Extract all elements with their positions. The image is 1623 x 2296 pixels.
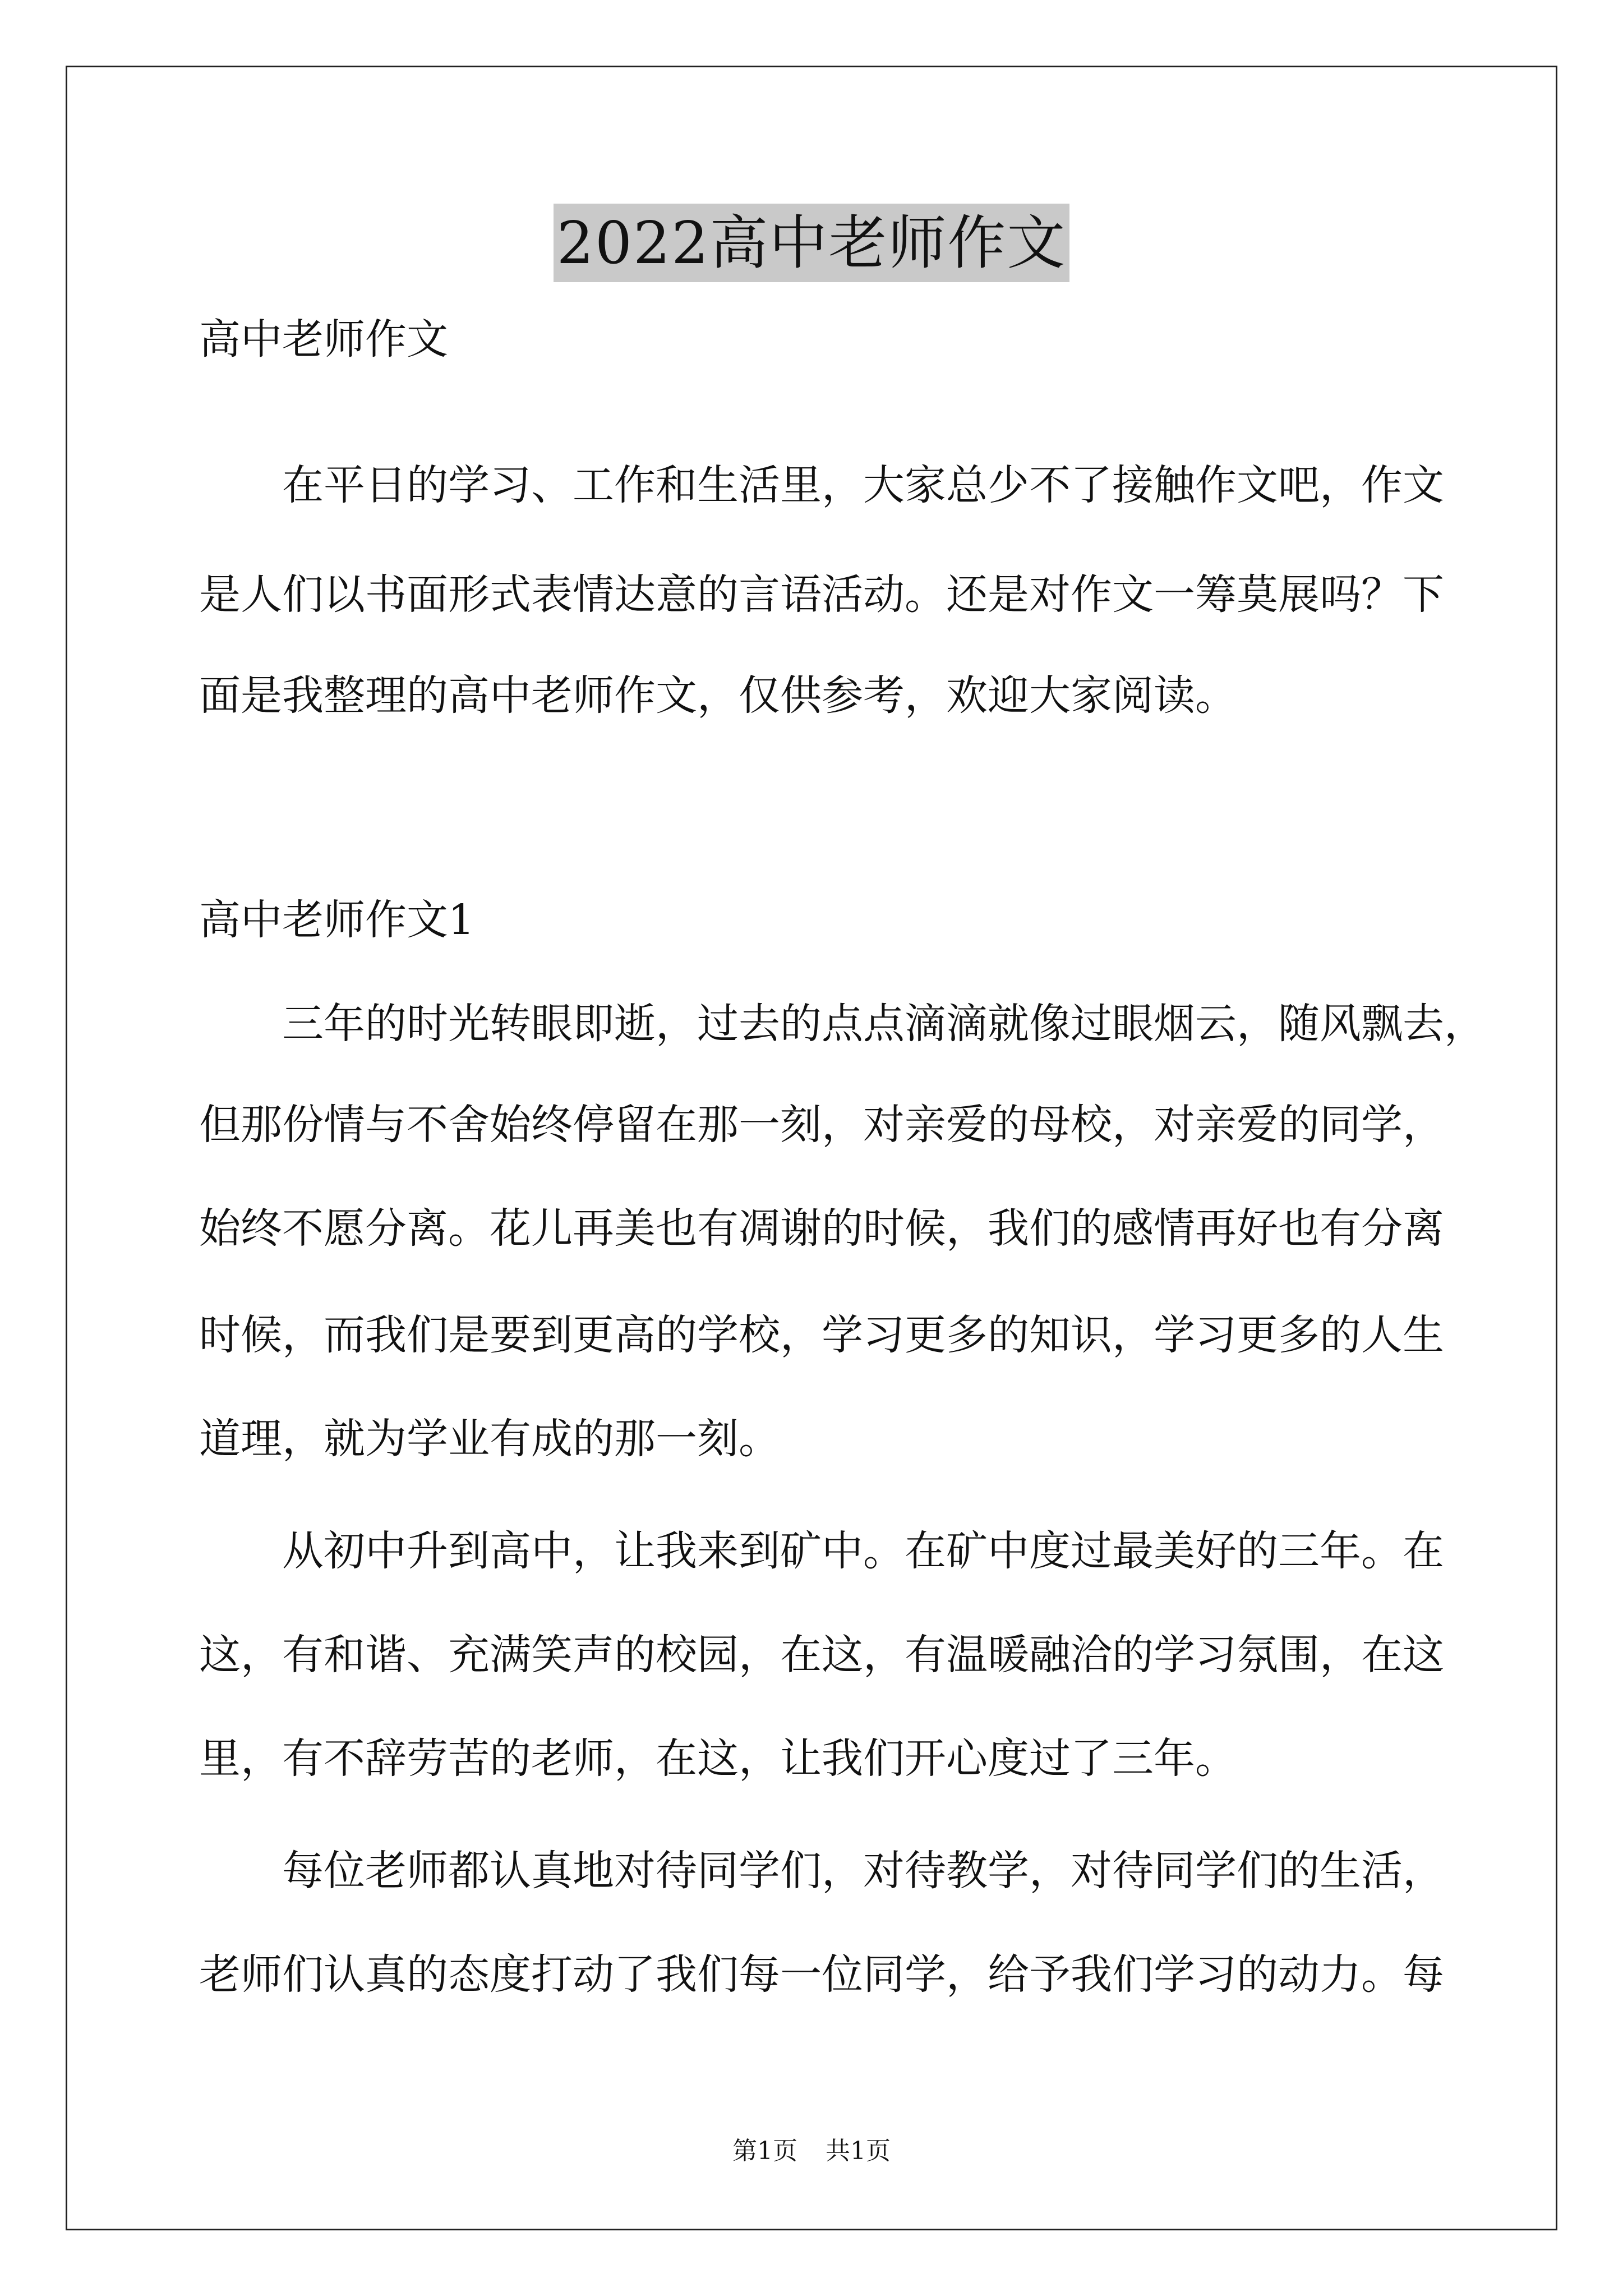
paragraph-line: 从初中升到高中，让我来到矿中。在矿中度过最美好的三年。在 [282,1527,1444,1575]
document-title: 2022高中老师作文 [554,204,1070,282]
paragraph-line: 三年的时光转眼即逝，过去的点点滴滴就像过眼烟云，随风飘去， [282,1000,1486,1048]
paragraph-line: 但那份情与不舍始终停留在那一刻，对亲爱的母校，对亲爱的同学， [199,1101,1444,1149]
intro-line: 在平日的学习、工作和生活里，大家总少不了接触作文吧，作文 [282,461,1444,509]
title-container [0,204,1623,282]
paragraph-line: 老师们认真的态度打动了我们每一位同学，给予我们学习的动力。每 [199,1950,1444,1999]
paragraph-line: 这，有和谐、充满笑声的校园，在这，有温暖融洽的学习氛围，在这 [199,1631,1444,1679]
subtitle: 高中老师作文 [199,315,448,364]
section-heading: 高中老师作文1 [199,896,475,944]
paragraph-line: 每位老师都认真地对待同学们，对待教学，对待同学们的生活， [282,1847,1444,1895]
paragraph-line: 道理，就为学业有成的那一刻。 [199,1415,780,1463]
paragraph-line: 始终不愿分离。花儿再美也有凋谢的时候，我们的感情再好也有分离 [199,1204,1444,1253]
page-footer [0,2134,1623,2168]
paragraph-line: 里，有不辞劳苦的老师，在这，让我们开心度过了三年。 [199,1734,1237,1783]
page-number: 第1页 [732,2137,797,2165]
intro-line: 面是我整理的高中老师作文，仅供参考，欢迎大家阅读。 [199,671,1237,720]
page-total: 共1页 [826,2137,891,2165]
intro-line: 是人们以书面形式表情达意的言语活动。还是对作文一筹莫展吗？下 [199,570,1444,619]
paragraph-line: 时候，而我们是要到更高的学校，学习更多的知识，学习更多的人生 [199,1311,1444,1359]
